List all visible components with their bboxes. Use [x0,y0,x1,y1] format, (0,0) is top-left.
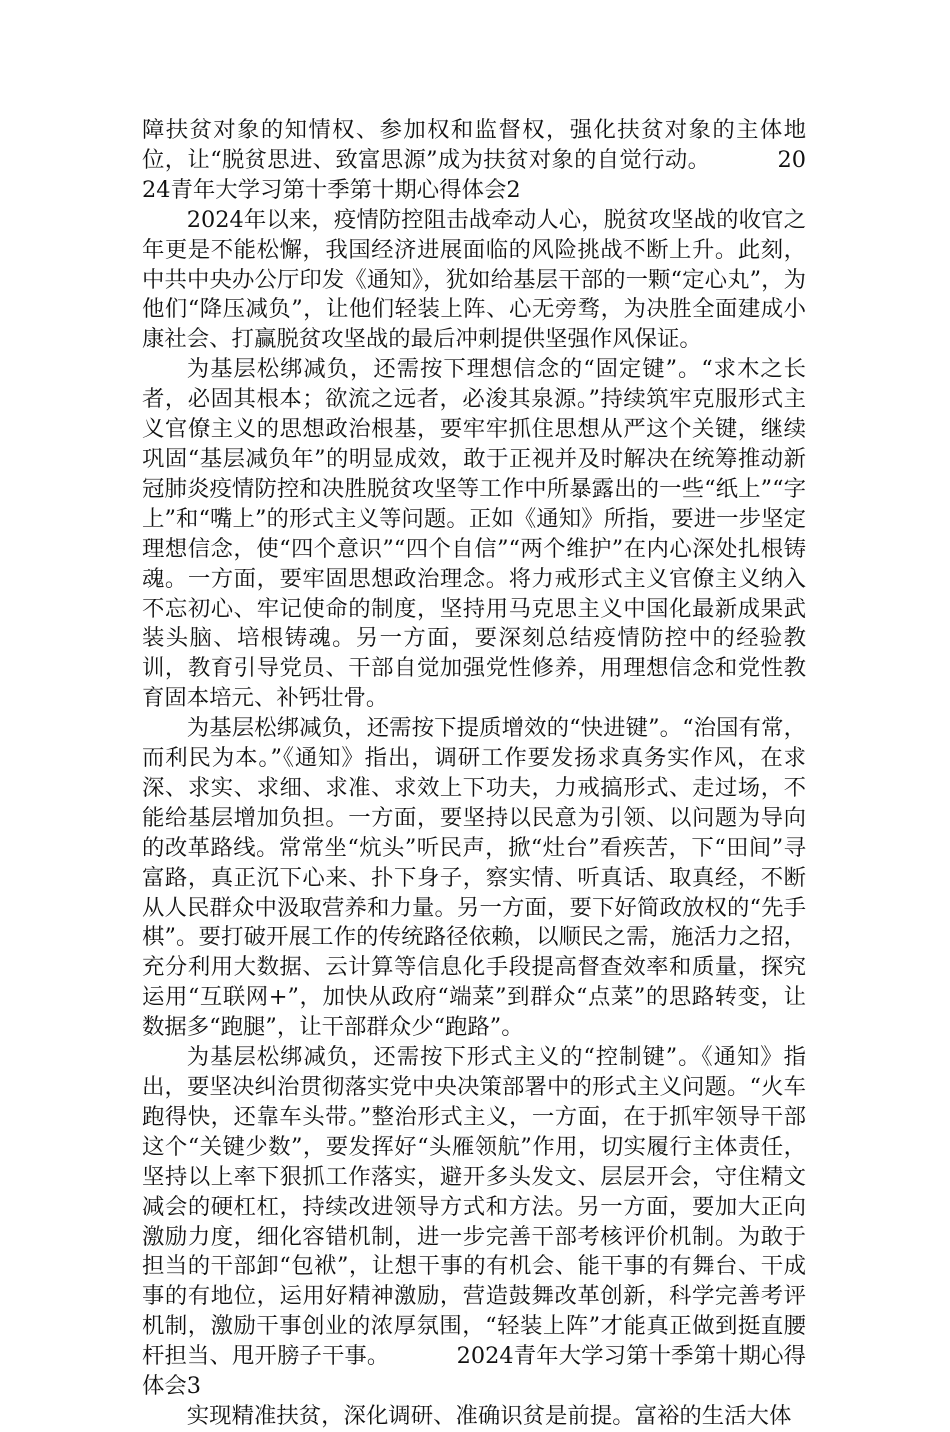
paragraph-4 [142,714,806,1043]
paragraph-3 [142,355,806,714]
paragraph-2-text: 2024年以来，疫情防控阻击战牵动人心，脱贫攻坚战的收官之年更是不能松懈，我国经济进展面临的风险挑战不断上升。此刻，中共中央办公厅印发《通知》，犹如给基层干部的一颗“定心丸”，为他们“降压减负”，让他们轻装上阵、心无旁骛，为决胜全面建成小康社会、打赢脱贫攻坚战的最后冲刺提供坚强作风保证。 [142,206,806,353]
paragraph-4-text: 为基层松绑减负，还需按下提质增效的“快进键”。“治国有常，而利民为本。”《通知》指出，调研工作要发扬求真务实作风，在求深、求实、求细、求准、求效上下功夫，力戒搞形式、走过场，不能给基层增加负担。一方面，要坚持以民意为引领、以问题为导向的改革路线。常常坐“炕头”听民声，掀“灶台”看疾苦，下“田间”寻富路，真正沉下心来、扑下身子，察实情、听真话、取真经，不断从人民群众中汲取营养和力量。另一方面，要下好简政放权的“先手棋”。要打破开展工作的传统路径依赖，以顺民之需，施活力之招，充分利用大数据、云计算等信息化手段提高督查效率和质量，探究运用“互联网+”，加快从政府“端菜”到群众“点菜”的思路转变，让数据多“跑腿”，让干部群众少“跑路”。 [142,715,806,1041]
section-heading-3: 2024青年大学习第十季第十期心得体会3 [142,1343,806,1400]
paragraph-1 [142,116,806,206]
paragraph-3-text: 为基层松绑减负，还需按下理想信念的“固定键”。“求木之长者，必固其根本；欲流之远者，必浚其泉源。”持续筑牢克服形式主义官僚主义的思想政治根基，要牢牢抓住思想从严这个关键，继续巩固“基层减负年”的明显成效，敢于正视并及时解决在统筹推动新冠肺炎疫情防控和决胜脱贫攻坚等工作中所暴露出的一些“纸上”“字上”和“嘴上”的形式主义等问题。正如《通知》所指，要进一步坚定理想信念，使“四个意识”“四个自信”“两个维护”在内心深处扎根铸魂。一方面，要牢固思想政治理念。将力戒形式主义官僚主义纳入不忘初心、牢记使命的制度，坚持用马克思主义中国化最新成果武装头脑、培根铸魂。另一方面，要深刻总结疫情防控中的经验教训，教育引导党员、干部自觉加强党性修养，用理想信念和党性教育固本培元、补钙壮骨。 [142,356,806,712]
paragraph-6-text: 实现精准扶贫，深化调研、准确识贫是前提。富裕的生活大体 [186,1402,792,1429]
paragraph-5 [142,1043,806,1402]
document-page [142,116,806,1432]
paragraph-6 [142,1402,806,1432]
section-heading-2: 2024青年大学习第十季第十期心得体会2 [142,146,806,203]
paragraph-5-text: 为基层松绑减负，还需按下形式主义的“控制键”。《通知》指出，要坚决纠治贯彻落实党中央决策部署中的形式主义问题。“火车跑得快，还靠车头带。”整治形式主义，一方面，在于抓牢领导干部这个“关键少数”，要发挥好“头雁领航”作用，切实履行主体责任，坚持以上率下狠抓工作落实，避开多头发文、层层开会，守住精文减会的硬杠杠，持续改进领导方式和方法。另一方面，要加大正向激励力度，细化容错机制，进一步完善干部考核评价机制。为敢于担当的干部卸“包袱”，让想干事的有机会、能干事的有舞台、干成事的有地位，运用好精神激励，营造鼓舞改革创新，科学完善考评机制，激励干事创业的浓厚氛围，“轻装上阵”才能真正做到挺直腰杆担当、甩开膀子干事。 [142,1044,806,1370]
paragraph-1-text: 障扶贫对象的知情权、参加权和监督权，强化扶贫对象的主体地位，让“脱贫思进、致富思源”成为扶贫对象的自觉行动。 [142,117,806,173]
paragraph-2 [142,206,806,356]
